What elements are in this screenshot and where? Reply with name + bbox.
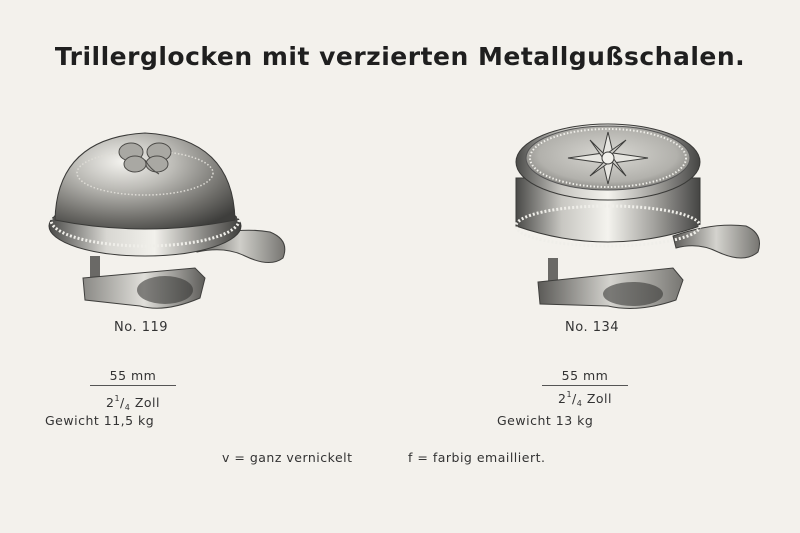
product-134-image — [508, 118, 768, 318]
product-134-size-zoll: $2^1/_4$ Zoll — [557, 390, 612, 408]
product-134-weight: Gewicht 13 kg — [497, 413, 594, 428]
product-119-weight: Gewicht 11,5 kg — [45, 413, 155, 428]
product-119-number: No. 119 — [114, 320, 169, 335]
zoll-unit: Zoll — [586, 391, 612, 406]
product-119-image — [45, 128, 295, 318]
zoll-whole: 2 — [105, 395, 115, 410]
zoll-denominator: 4 — [576, 399, 583, 408]
legend-f: f = farbig emailliert. — [408, 450, 546, 465]
zoll-unit: Zoll — [134, 395, 160, 410]
zoll-numerator: 1 — [114, 394, 121, 403]
product-134-number: No. 134 — [565, 320, 620, 335]
zoll-denominator: 4 — [124, 403, 131, 412]
product-134-size-mm: 55 mm — [542, 368, 628, 386]
zoll-numerator: 1 — [566, 390, 573, 399]
product-119-size-zoll: $2^1/_4$ Zoll — [105, 394, 160, 412]
product-119-size-mm: 55 mm — [90, 368, 176, 386]
legend-v: v = ganz vernickelt — [222, 450, 353, 465]
page-title: Trillerglocken mit verzierten Metallgußschalen. — [54, 42, 746, 71]
zoll-whole: 2 — [557, 391, 567, 406]
